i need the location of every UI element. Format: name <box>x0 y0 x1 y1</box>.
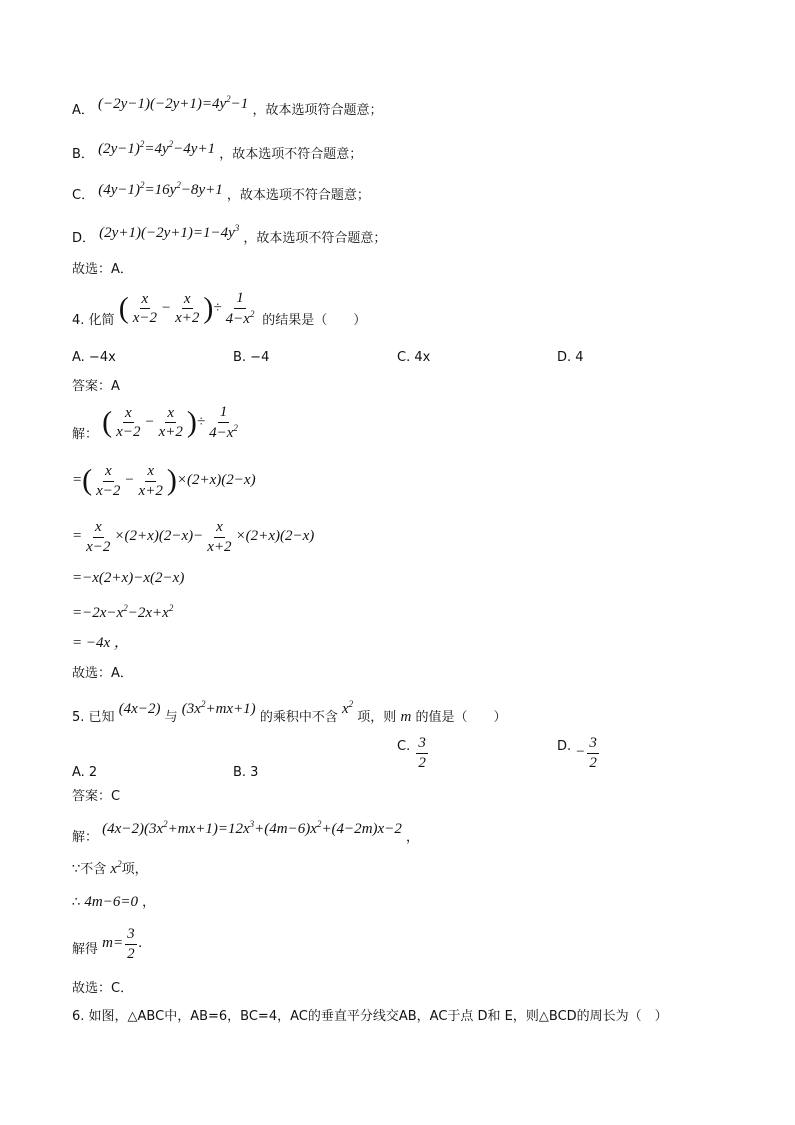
q5-because: ∵不含 $x^2$项， <box>72 859 148 877</box>
q3-option-b: B． $(2y-1)^2=4y^2-4y+1$ ，故本选项不符合题意； <box>72 139 363 162</box>
q3-option-d: D． $(2y+1)(-2y+1)=1-4y^3$ ，故本选项不符合题意； <box>72 223 387 246</box>
q4-question: 4. 化简 ( $\frac{x}{x-2}$ − $\frac{x}{x+2}$ )÷ $\frac{1}{4-x^2}$ 的结果是（ ） <box>72 290 367 328</box>
q5-choice-d: D. − $\frac{3}{2}$ <box>557 735 597 771</box>
q5-answer: 答案：C <box>72 789 121 804</box>
q3-option-a: A． $(-2y-1)(-2y+1)=4y^2-1$ ，故本选项符合题意； <box>72 94 383 118</box>
q4-answer: 答案：A <box>72 379 120 394</box>
q4-solution-line4: =−x(2+x)−x(2−x) <box>72 570 185 586</box>
q4-solution-line2: =( $\frac{x}{x-2}$ − $\frac{x}{x+2}$ )×(2+x)(2−x) <box>72 463 256 499</box>
q3-choose: 故选：A． <box>72 262 133 277</box>
q4-solution-line3: = $\frac{x}{x-2}$ ×(2+x)(2−x)− $\frac{x}{x+2}$ ×(2+x)(2−x) <box>72 519 315 555</box>
q4-solution-line6: = −4x ， <box>72 635 129 651</box>
q3-option-c: C． $(4y-1)^2=16y^2-8y+1$ ，故本选项不符合题意； <box>72 180 370 203</box>
q5-solution-line1: 解： $(4x-2)(3x^2+mx+1)=12x^3+(4m-6)x^2+(4-2m)x-2$ ， <box>72 819 419 845</box>
q5-choice-c: C. $\frac{3}{2}$ <box>397 735 426 771</box>
q6-question: 6. 如图，△ABC中，AB=6，BC=4，AC的垂直平分线交AB，AC于点 D和 E，则△BCD的周长为（ ） <box>72 1009 668 1024</box>
q5-choice-b: B. 3 <box>233 765 259 780</box>
q4-choice-a: A. −4x <box>72 350 116 365</box>
q4-choose: 故选：A． <box>72 666 133 681</box>
q5-solve: 解得 m= $\frac{3}{2}$ . <box>72 926 143 962</box>
q4-solution-line1: 解： ( $\frac{x}{x-2}$ − $\frac{x}{x+2}$ )÷ $\frac{1}{4-x^2}$ <box>72 404 238 442</box>
q5-choice-a: A. 2 <box>72 765 98 780</box>
q4-choice-c: C. 4x <box>397 350 431 365</box>
q5-therefore: ∴ 4m−6=0 ， <box>72 894 156 910</box>
q4-choice-b: B. −4 <box>233 350 270 365</box>
q5-choose: 故选：C． <box>72 981 134 996</box>
q4-solution-line5: $=-2x-x^2-2x+x^2$ <box>72 603 174 621</box>
q5-question: 5. 已知 (4x−2) 与 $(3x^2+mx+1)$ 的乘积中不含 $x^2$ 项，则 m 的值是（ ） <box>72 699 507 725</box>
q4-choice-d: D. 4 <box>557 350 584 365</box>
